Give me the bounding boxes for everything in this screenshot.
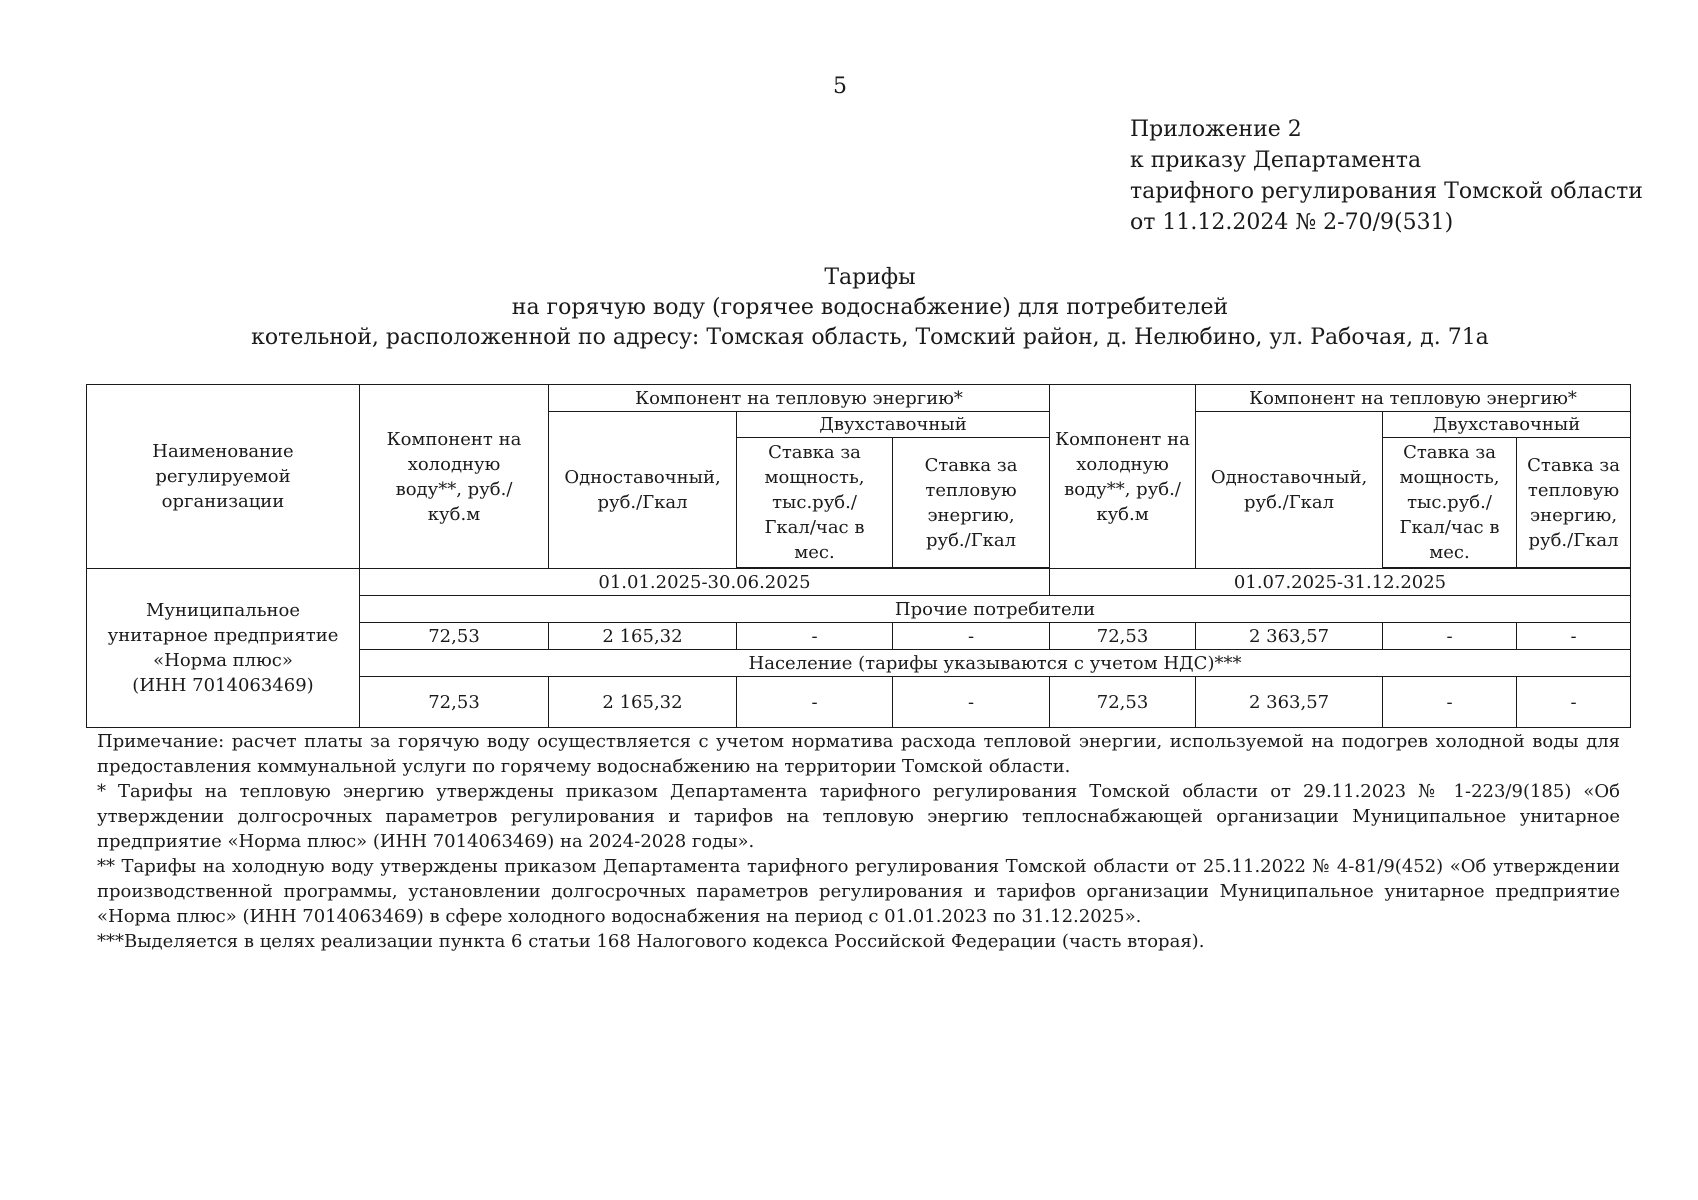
- header-single-rate-1: Одноставочный, руб./Гкал: [549, 412, 737, 569]
- table-cell: 2 363,57: [1196, 677, 1383, 728]
- table-cell: -: [1517, 623, 1631, 650]
- organization-line: унитарное предприятие: [107, 625, 339, 646]
- header-heat-component-2: Компонент на тепловую энергию*: [1196, 385, 1631, 412]
- header-heat-component-1: Компонент на тепловую энергию*: [549, 385, 1050, 412]
- organization-line: Муниципальное: [145, 600, 301, 621]
- note-paragraph: Примечание: расчет платы за горячую воду осуществляется с учетом норматива расхода тепловой энергии, используемой на подогрев холодной воды для предоставления коммунальной услуги по горячему водоснабжению на территории Томской области.: [97, 731, 1620, 777]
- header-org-name: Наименование регулируемой организации: [87, 385, 360, 569]
- appendix-line: к приказу Департамента: [1130, 148, 1422, 173]
- table-cell: -: [893, 677, 1050, 728]
- footnote-3: ***Выделяется в целях реализации пункта 6 статьи 168 Налогового кодекса Российской Федерации (часть вторая).: [97, 931, 1205, 952]
- table-cell: 2 363,57: [1196, 623, 1383, 650]
- header-cold-water-2: Компонент на холодную воду**, руб./куб.м: [1050, 385, 1196, 569]
- tariff-table: [86, 384, 1631, 728]
- table-cell: 2 165,32: [549, 623, 737, 650]
- period-2: 01.07.2025-31.12.2025: [1050, 569, 1631, 596]
- header-cold-water-1: Компонент на холодную воду**, руб./куб.м: [360, 385, 549, 569]
- appendix-line: Приложение 2: [1130, 117, 1302, 142]
- notes-block: [97, 729, 1620, 954]
- table-cell: -: [1383, 677, 1517, 728]
- table-cell: 72,53: [1050, 623, 1196, 650]
- title-line: Тарифы: [824, 265, 916, 290]
- page-number: 5: [833, 74, 847, 99]
- header-two-rate-2: Двухставочный: [1383, 412, 1631, 438]
- organization-line: «Норма плюс»: [153, 650, 293, 671]
- appendix-line: тарифного регулирования Томской области: [1130, 179, 1643, 204]
- document-title: [0, 263, 1698, 353]
- table-cell: -: [737, 623, 893, 650]
- table-cell: -: [893, 623, 1050, 650]
- title-line: на горячую воду (горячее водоснабжение) для потребителей: [511, 295, 1229, 320]
- header-energy-rate-1: Ставка за тепловую энергию, руб./Гкал: [893, 438, 1050, 568]
- table-cell: -: [1383, 623, 1517, 650]
- group-other-consumers: Прочие потребители: [360, 596, 1631, 623]
- footnote-2: ** Тарифы на холодную воду утверждены приказом Департамента тарифного регулирования Томской области от 25.11.2022 № 4-81/9(452) «Об утверждении производственной программы, установлении долгосрочных параметров регулирования и тарифов организации Муниципальное унитарное предприятие «Норма плюс» (ИНН 7014063469) в сфере холодного водоснабжения на период с 01.01.2023 по 31.12.2025».: [97, 856, 1620, 927]
- appendix-line: от 11.12.2024 № 2-70/9(531): [1130, 210, 1454, 235]
- header-single-rate-2: Одноставочный, руб./Гкал: [1196, 412, 1383, 569]
- header-capacity-rate-1: Ставка за мощность, тыс.руб./ Гкал/час в мес.: [737, 438, 893, 568]
- organization-cell: [87, 569, 360, 728]
- appendix-block: [1130, 114, 1643, 238]
- table-cell: -: [1517, 677, 1631, 728]
- header-energy-rate-2: Ставка за тепловую энергию, руб./Гкал: [1517, 438, 1631, 568]
- table-cell: 72,53: [360, 677, 549, 728]
- organization-line: (ИНН 7014063469): [132, 675, 314, 696]
- table-cell: -: [737, 677, 893, 728]
- header-two-rate-1: Двухставочный: [737, 412, 1050, 438]
- table-cell: 72,53: [1050, 677, 1196, 728]
- period-1: 01.01.2025-30.06.2025: [360, 569, 1050, 596]
- title-line: котельной, расположенной по адресу: Томская область, Томский район, д. Нелюбино, ул. Рабочая, д. 71а: [251, 325, 1489, 350]
- footnote-1: * Тарифы на тепловую энергию утверждены приказом Департамента тарифного регулирования Томской области от 29.11.2023 № 1-223/9(185) «Об утверждении долгосрочных параметров регулирования и тарифов на тепловую энергию теплоснабжающей организации Муниципальное унитарное предприятие «Норма плюс» (ИНН 7014063469) на 2024-2028 годы».: [97, 781, 1620, 852]
- group-population: Население (тарифы указываются с учетом НДС)***: [360, 650, 1631, 677]
- header-capacity-rate-2: Ставка за мощность, тыс.руб./ Гкал/час в мес.: [1383, 438, 1517, 568]
- table-cell: 2 165,32: [549, 677, 737, 728]
- table-cell: 72,53: [360, 623, 549, 650]
